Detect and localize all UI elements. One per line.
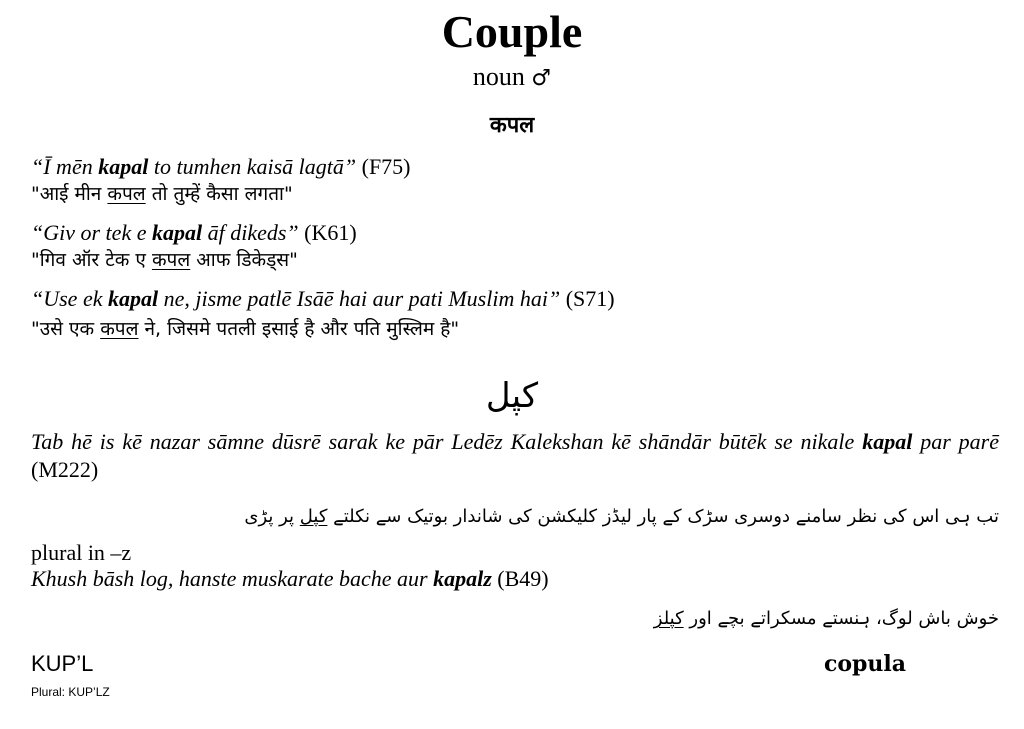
citation-pre: “Ī mēn (31, 154, 99, 179)
plural-label: plural in –z (31, 540, 132, 565)
citation-post: ne, jisme patlē Isāē hai aur pati Muslim hai” (158, 286, 561, 311)
etymon: copula (823, 651, 907, 677)
devanagari-post: तो तुम्हें कैसा लगता" (145, 183, 293, 205)
urdu-pre: تب ہی اس کی نظر سامنے دوسری سڑک کے پار لیڈز کلیکشن کی شاندار بوتیک سے نکلتے (327, 506, 999, 527)
devanagari-post: आफ डिकेड्स" (190, 249, 298, 271)
urdu-post: پر پڑی (244, 506, 300, 527)
citation-pre: “Giv or tek e (31, 220, 152, 245)
citation-post: āf dikeds” (202, 220, 299, 245)
citation-post: to tumhen kaisā lagtā” (148, 154, 357, 179)
plural-urdu-pre: خوش باش لوگ، ہنستے مسکراتے بچے اور (683, 608, 999, 629)
devanagari-keyword: कपल (151, 249, 191, 271)
headword: Couple (441, 6, 583, 57)
paragraph-pre: Tab hē is kē nazar sāmne dūsrē sarak ke pār Ledēz Kalekshan kē shāndār būtēk se nikale (31, 429, 863, 454)
devanagari-keyword: कपल (100, 318, 139, 340)
devanagari-keyword: कपल (107, 183, 146, 205)
devanagari-post: ने, जिसमे पतली इसाई है और पति मुस्लिम है" (138, 318, 460, 340)
citation-source: (F75) (356, 154, 411, 179)
devanagari-pre: "उसे एक (31, 318, 101, 340)
hindi-heading: कपल (489, 113, 535, 138)
plural-urdu-script (39, 604, 999, 634)
paragraph-source: (M222) (31, 457, 99, 482)
citation-pre: “Use ek (31, 286, 108, 311)
plural-example-keyword: kapalz (433, 566, 492, 591)
plural-example-source: (B49) (491, 566, 549, 591)
plural-example (31, 566, 631, 592)
devanagari-pre: "आई मीन (31, 183, 108, 205)
citation-roman (31, 220, 991, 246)
paragraph-post: par parē (912, 429, 1000, 454)
pronunciation: KUP’L (31, 651, 94, 676)
part-of-speech-line (0, 60, 1024, 96)
devanagari-pre: "गिव ऑर टेक ए (31, 249, 152, 271)
citation-source: (S71) (560, 286, 615, 311)
citation-devanagari (31, 247, 991, 273)
urdu-heading: کپل (485, 376, 539, 416)
citation-roman (31, 154, 991, 180)
masculine-gender-icon: ♂ (531, 66, 552, 91)
citation-keyword: kapal (98, 154, 149, 179)
citation-keyword: kapal (151, 220, 203, 245)
citation-source: (K61) (298, 220, 357, 245)
plural-pronunciation: Plural: KUP’LZ (31, 685, 110, 699)
urdu-keyword: کپل (299, 506, 328, 527)
part-of-speech: noun (472, 62, 525, 91)
paragraph-keyword: kapal (862, 429, 913, 454)
citation-keyword: kapal (107, 286, 159, 311)
plural-urdu-keyword: کپلز (653, 608, 684, 629)
urdu-citation-script (39, 502, 999, 532)
citation-devanagari (31, 316, 991, 342)
citation-roman (31, 286, 991, 312)
urdu-citation-roman (31, 428, 999, 484)
citation-devanagari (31, 181, 991, 207)
plural-example-pre: Khush bāsh log, hanste muskarate bache aur (31, 566, 434, 591)
